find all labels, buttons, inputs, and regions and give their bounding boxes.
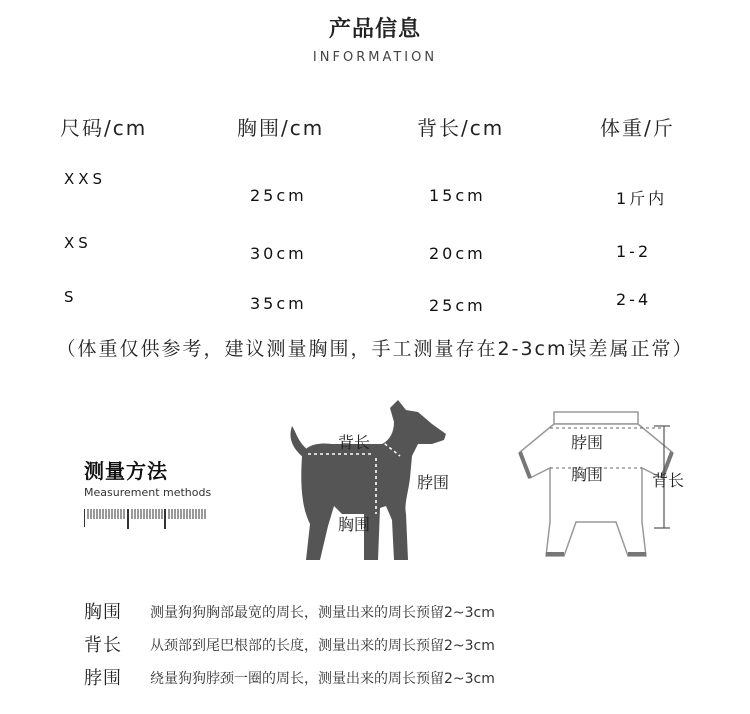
legend-key-neck: 脖围: [84, 668, 122, 689]
header-weight: 体重/斤: [600, 116, 675, 140]
dog-label-neck: 脖围: [417, 473, 450, 492]
chest-cell: 35cm: [250, 294, 307, 313]
size-note: （体重仅供参考，建议测量胸围，手工测量存在2-3cm误差属正常）: [56, 338, 694, 360]
garment-label-chest: 胸围: [571, 465, 604, 484]
header-chest: 胸围/cm: [237, 116, 325, 140]
dog-label-back: 背长: [338, 433, 371, 452]
weight-cell: 1斤内: [616, 189, 668, 208]
garment-label-neck: 脖围: [571, 433, 604, 452]
size-cell: S: [64, 288, 78, 306]
dog-label-chest: 胸围: [338, 515, 371, 534]
legend-text-back: 从颈部到尾巴根部的长度，测量出来的周长预留2~3cm: [150, 638, 495, 654]
garment-label-back: 背长: [652, 471, 685, 490]
back-cell: 20cm: [429, 244, 486, 263]
size-cell: XXS: [64, 170, 107, 188]
measurement-title: 测量方法: [84, 459, 168, 483]
ruler-icon: [84, 507, 210, 531]
page-subtitle: INFORMATION: [312, 50, 438, 65]
header-back: 背长/cm: [417, 116, 505, 140]
legend-key-back: 背长: [84, 635, 122, 656]
chest-cell: 25cm: [250, 186, 307, 205]
back-cell: 25cm: [429, 296, 486, 315]
legend-text-chest: 测量狗狗胸部最宽的周长，测量出来的周长预留2~3cm: [150, 605, 495, 621]
legend-key-chest: 胸围: [84, 602, 122, 623]
measurement-subtitle: Measurement methods: [84, 486, 212, 499]
legend-text-neck: 绕量狗狗脖颈一圈的周长，测量出来的周长预留2~3cm: [150, 671, 495, 687]
back-cell: 15cm: [429, 186, 486, 205]
header-size: 尺码/cm: [60, 116, 148, 140]
weight-cell: 1-2: [616, 242, 652, 261]
page-title: 产品信息: [328, 17, 421, 42]
weight-cell: 2-4: [616, 290, 652, 309]
size-cell: XS: [64, 234, 92, 252]
chest-cell: 30cm: [250, 244, 307, 263]
